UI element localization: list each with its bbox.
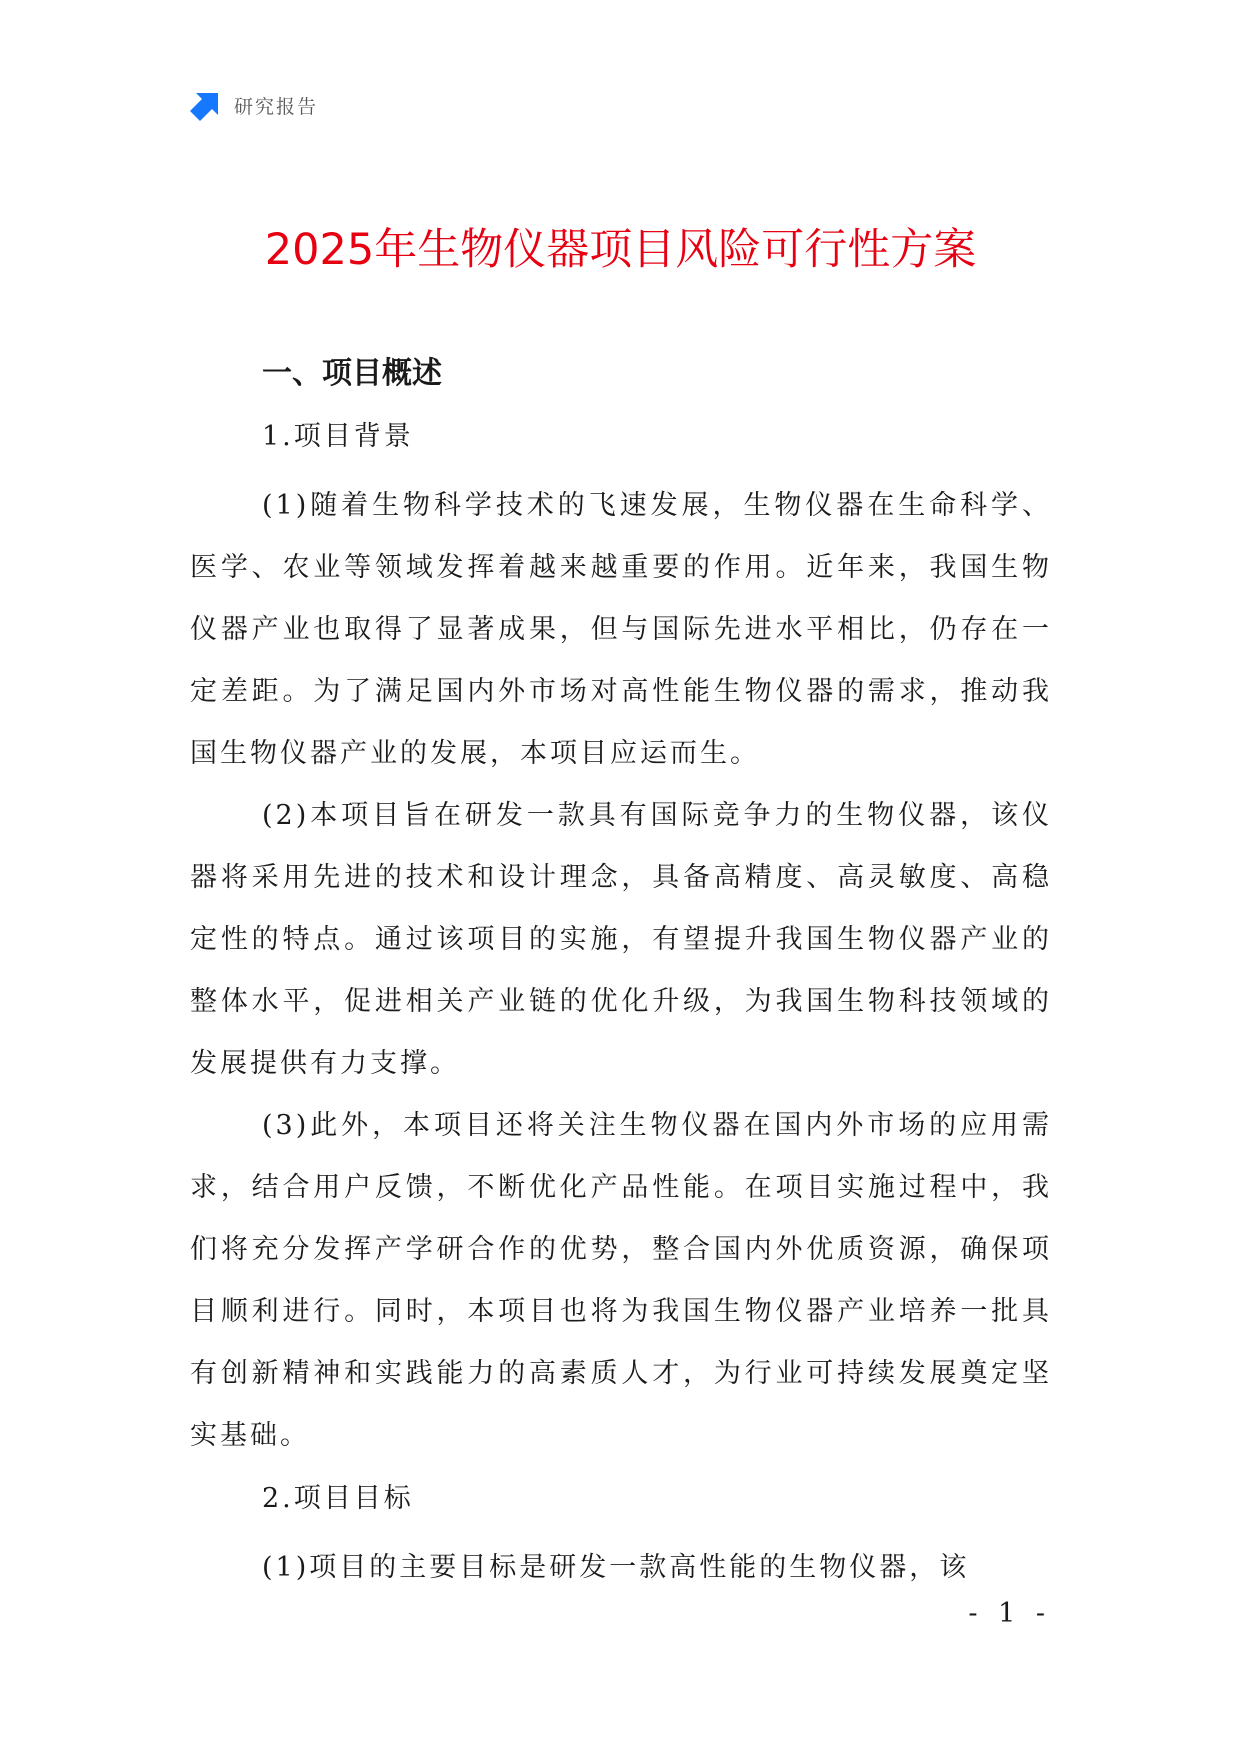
arrow-logo-icon — [190, 89, 222, 121]
header-label: 研究报告 — [234, 95, 319, 118]
paragraph: (3)此外，本项目还将关注生物仪器在国内外市场的应用需求，结合用户反馈，不断优化产品性能。在项目实施过程中，我们将充分发挥产学研合作的优势，整合国内外优质资源，确保项目顺利进行。同时，本项目也将为我国生物仪器产业培养一批具有创新精神和实践能力的高素质人才，为行业可持续发展奠定坚实基础。 — [190, 1110, 1052, 1451]
document-body — [190, 353, 1052, 1599]
paragraph: (1)随着生物科学技术的飞速发展，生物仪器在生命科学、医学、农业等领域发挥着越来越重要的作用。近年来，我国生物仪器产业也取得了显著成果，但与国际先进水平相比，仍存在一定差距。为了满足国内外市场对高性能生物仪器的需求，推动我国生物仪器产业的发展，本项目应运而生。 — [190, 490, 1052, 769]
report-header — [190, 88, 318, 122]
paragraph: (1)项目的主要目标是研发一款高性能的生物仪器，该 — [262, 1552, 970, 1583]
subsection-heading-goals: 2.项目目标 — [262, 1483, 414, 1514]
document-title: 2025年生物仪器项目风险可行性方案 — [264, 225, 977, 275]
section-heading: 一、项目概述 — [262, 356, 442, 391]
page-number: - 1 - — [968, 1598, 1051, 1629]
subsection-heading-background: 1.项目背景 — [262, 421, 414, 452]
paragraph: (2)本项目旨在研发一款具有国际竞争力的生物仪器，该仪器将采用先进的技术和设计理念，具备高精度、高灵敏度、高稳定性的特点。通过该项目的实施，有望提升我国生物仪器产业的整体水平，促进相关产业链的优化升级，为我国生物科技领域的发展提供有力支撑。 — [190, 800, 1052, 1079]
